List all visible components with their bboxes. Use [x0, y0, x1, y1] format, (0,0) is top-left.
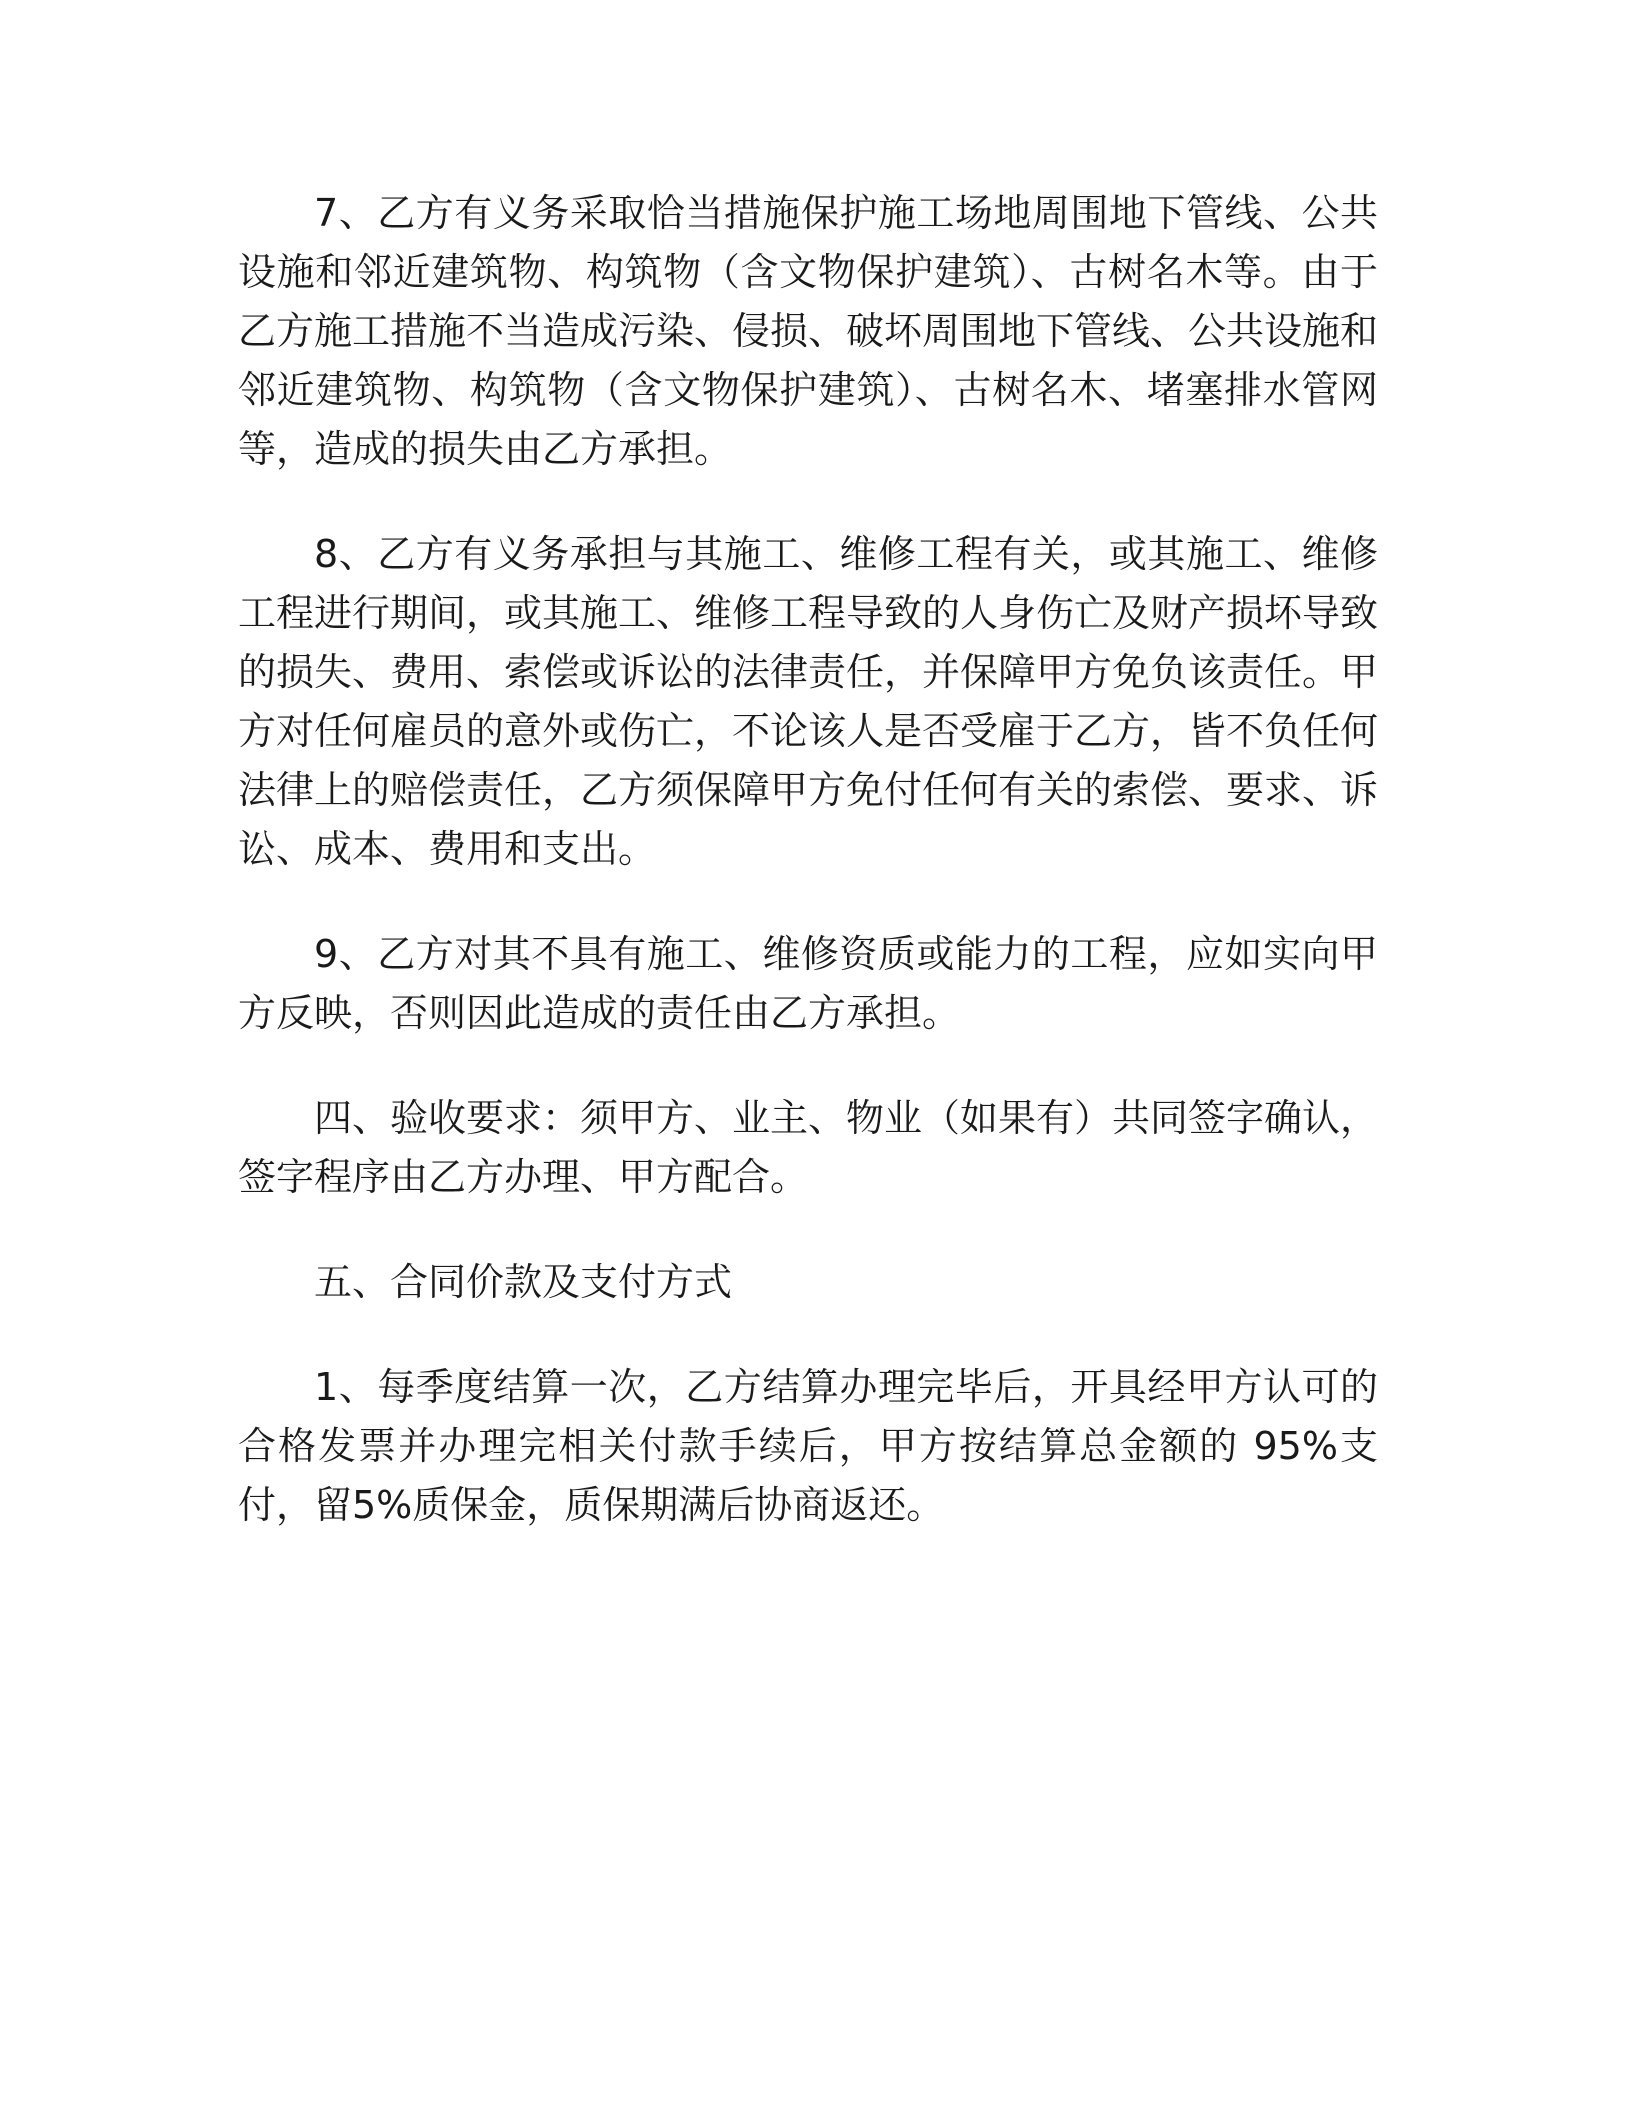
payment-clause-1: 1、每季度结算一次，乙方结算办理完毕后，开具经甲方认可的合格发票并办理完相关付款手续后，甲方按结算总金额的 95%支付，留5%质保金，质保期满后协商返还。	[238, 1365, 1378, 1527]
section-heading-price-and-payment: 五、合同价款及支付方式	[314, 1260, 733, 1304]
clause-9: 9、乙方对其不具有施工、维修资质或能力的工程，应如实向甲方反映，否则因此造成的责任由乙方承担。	[238, 932, 1378, 1035]
section-acceptance-requirements: 四、验收要求：须甲方、业主、物业（如果有）共同签字确认，签字程序由乙方办理、甲方配合。	[238, 1096, 1379, 1199]
clause-7: 7、乙方有义务采取恰当措施保护施工场地周围地下管线、公共设施和邻近建筑物、构筑物（含文物保护建筑）、古树名木等。由于乙方施工措施不当造成污染、侵损、破坏周围地下管线、公共设施和邻近建筑物、构筑物（含文物保护建筑）、古树名木、堵塞排水管网等，造成的损失由乙方承担。	[238, 191, 1379, 471]
document-body	[238, 184, 1378, 1581]
clause-8: 8、乙方有义务承担与其施工、维修工程有关，或其施工、维修工程进行期间，或其施工、维修工程导致的人身伤亡及财产损坏导致的损失、费用、索偿或诉讼的法律责任，并保障甲方免负该责任。甲方对任何雇员的意外或伤亡，不论该人是否受雇于乙方，皆不负任何法律上的赔偿责任，乙方须保障甲方免付任何有关的索偿、要求、诉讼、成本、费用和支出。	[238, 532, 1379, 871]
